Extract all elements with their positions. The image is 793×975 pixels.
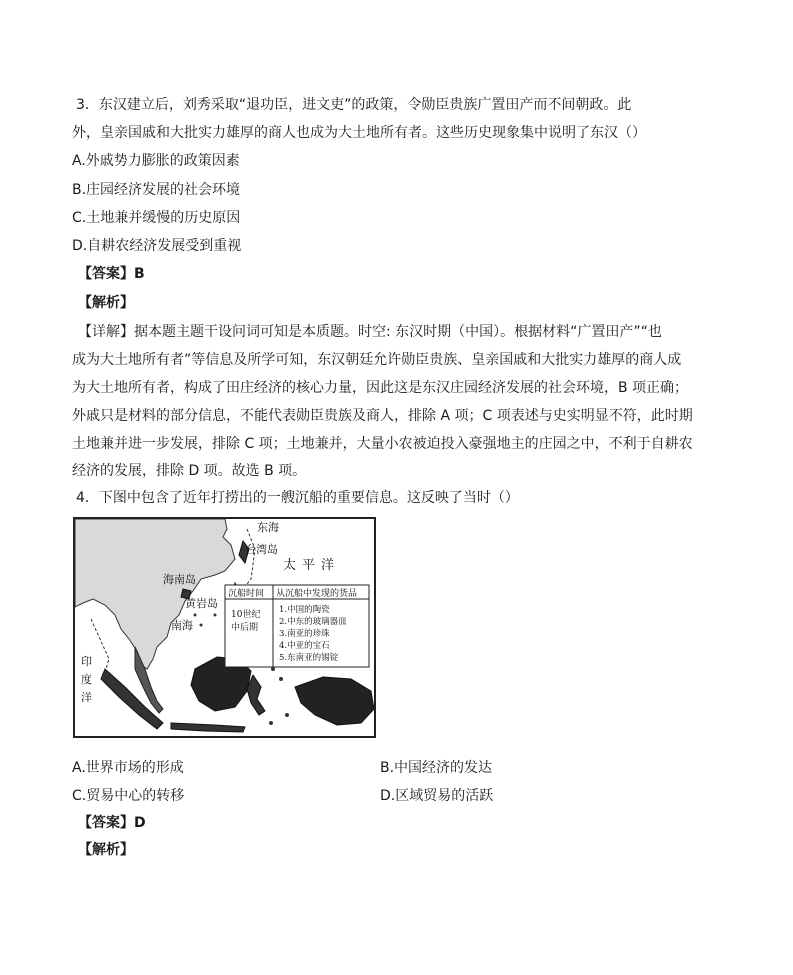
table-header-goods: 从沉船中发现的货品 xyxy=(276,589,358,599)
q4-option-b: B.中国经济的发达 xyxy=(380,760,493,776)
q4-answer: 【答案】D xyxy=(78,815,146,831)
q3-detail-line: 土地兼并进一步发展，排除 C 项；土地兼并，大量小农被迫投入豪强地主的庄园之中，不利于自耕农 xyxy=(72,436,693,452)
sulawesi-shape xyxy=(247,675,265,715)
q4-analysis-label: 【解析】 xyxy=(78,842,134,858)
table-goods-item: 5.东南亚的锡锭 xyxy=(279,653,339,663)
map-label-pacific: 太平洋 xyxy=(283,558,341,573)
shipwreck-map xyxy=(73,517,376,738)
table-time-line1: 10世纪 xyxy=(231,610,261,620)
table-goods-item: 2.中东的玻璃器皿 xyxy=(279,617,347,627)
table-time-line2: 中后期 xyxy=(231,623,259,633)
q3-detail-line: 【详解】据本题主题干设问词可知是本质题。时空: 东汉时期（中国）。根据材料“广置田产”“也 xyxy=(78,324,662,340)
q4-stem: 4．下图中包含了近年打捞出的一艘沉船的重要信息。这反映了当时（） xyxy=(76,490,519,506)
q3-detail-line: 经济的发展，排除 D 项。故选 B 项。 xyxy=(72,463,307,479)
q3-option-d: D.自耕农经济发展受到重视 xyxy=(72,238,242,254)
q3-stem-line2: 外，皇亲国戚和大批实力雄厚的商人也成为大土地所有者。这些历史现象集中说明了东汉（） xyxy=(72,125,646,141)
q3-detail-line: 为大土地所有者，构成了田庄经济的核心力量，因此这是东汉庄园经济发展的社会环境，B 项正确； xyxy=(72,380,689,396)
new-guinea-shape xyxy=(295,677,374,725)
island-dot xyxy=(285,713,289,717)
island-dot xyxy=(194,614,197,617)
q3-answer: 【答案】B xyxy=(78,266,145,282)
map-label-east-sea: 东海 xyxy=(257,521,279,534)
q4-option-d: D.区域贸易的活跃 xyxy=(380,788,494,804)
map-label-south-sea: 南海 xyxy=(171,619,193,632)
q3-detail-line: 成为大土地所有者”等信息及所学可知，东汉朝廷允许勋臣贵族、皇亲国戚和大批实力雄厚的商人成 xyxy=(72,352,682,368)
shipwreck-info-table xyxy=(225,585,369,667)
q3-analysis-label: 【解析】 xyxy=(78,295,134,311)
table-goods-item: 4.中亚的宝石 xyxy=(279,641,330,651)
map-label-hainan: 海南岛 xyxy=(163,573,196,586)
map-label-indian-ocean-2: 度 xyxy=(81,673,92,686)
map-label-indian-ocean-1: 印 xyxy=(81,655,92,668)
map-label-taiwan: 台湾岛 xyxy=(245,543,278,556)
q3-detail-line: 外戚只是材料的部分信息，不能代表勋臣贵族及商人，排除 A 项；C 项表述与史实明显不符，此时期 xyxy=(72,408,693,424)
table-goods-item: 3.南亚的珍珠 xyxy=(279,629,330,639)
q3-option-b: B.庄园经济发展的社会环境 xyxy=(72,182,241,198)
q3-option-c: C.土地兼并缓慢的历史原因 xyxy=(72,210,241,226)
island-dot xyxy=(200,624,203,627)
java-shape xyxy=(171,723,245,732)
table-header-time: 沉船时间 xyxy=(228,589,265,599)
q4-option-c: C.贸易中心的转移 xyxy=(72,788,185,804)
map-drawing xyxy=(75,519,374,736)
q4-option-a: A.世界市场的形成 xyxy=(72,760,184,776)
mainland-shape xyxy=(75,519,235,669)
island-dot xyxy=(214,614,217,617)
island-dot xyxy=(269,721,273,725)
map-label-indian-ocean-3: 洋 xyxy=(81,691,92,704)
island-dot xyxy=(279,677,283,681)
map-label-huangyan: 黄岩岛 xyxy=(185,597,218,610)
q3-option-a: A.外戚势力膨胀的政策因素 xyxy=(72,153,240,169)
island-dot xyxy=(271,667,275,671)
table-goods-item: 1.中国的陶瓷 xyxy=(279,605,330,615)
q3-stem-line1: 3．东汉建立后，刘秀采取“退功臣，进文吏”的政策，令勋臣贵族广置田产而不间朝政。此 xyxy=(76,97,632,113)
